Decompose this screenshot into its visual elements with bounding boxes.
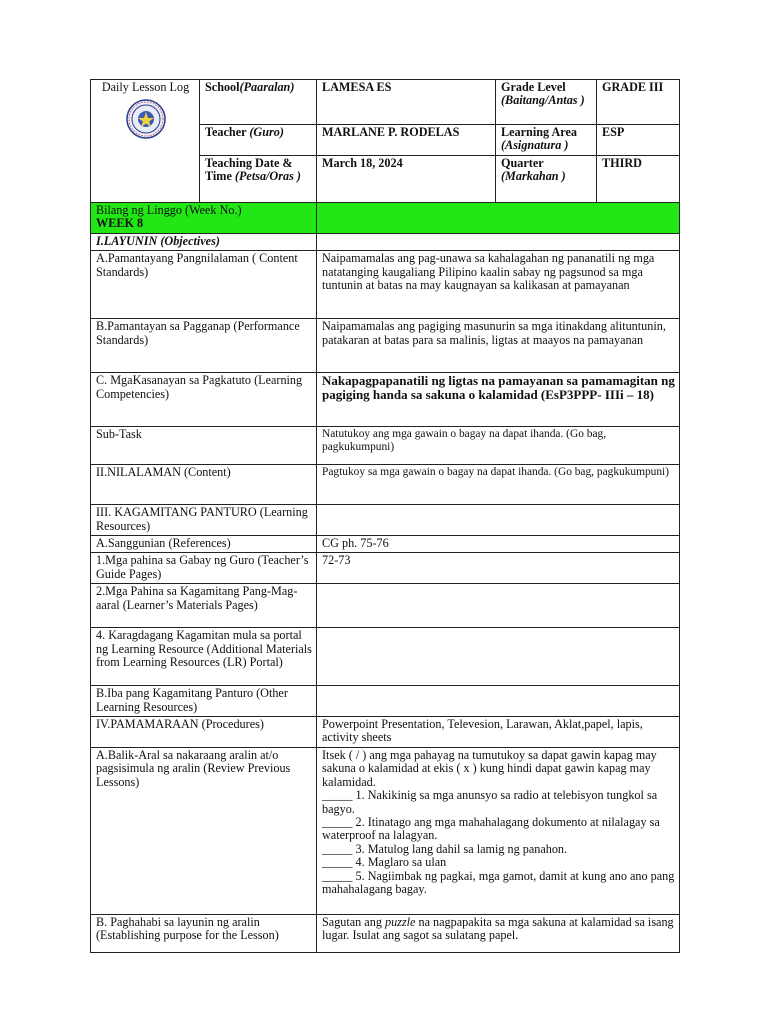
competencies-label: C. MgaKasanayan sa Pagkatuto (Learning Competencies) (91, 373, 317, 427)
deped-seal-icon (126, 99, 166, 139)
tg-pages-value: 72-73 (317, 553, 680, 584)
area-label-local: (Asignatura ) (501, 138, 569, 153)
procedures-label: IV.PAMAMARAAN (Procedures) (91, 717, 317, 748)
resources-row (91, 505, 680, 536)
resources-label: III. KAGAMITANG PANTURO (Learning Resources) (91, 505, 317, 536)
week-cell (91, 203, 317, 234)
performance-standards-row (91, 319, 680, 373)
date-label-local: (Petsa/Oras ) (234, 169, 301, 184)
teacher-label-cell (200, 125, 317, 156)
area-label-cell (496, 125, 597, 156)
subtask-row (91, 427, 680, 465)
performance-standards-label: B.Pamantayan sa Pagganap (Performance Standards) (91, 319, 317, 373)
review-item: _____ 1. Nakikinig sa mga anunsyo sa radio at telebisyon tungkol sa bagyo. (322, 788, 658, 816)
daily-lesson-log-table (90, 79, 680, 953)
lr-portal-label: 4. Karagdagang Kagamitan mula sa portal ng Learning Resource (Additional Materials from Learning Resources (LR) Portal) (91, 628, 317, 686)
week-row (91, 203, 680, 234)
grade-label-local: (Baitang/Antas ) (501, 93, 585, 108)
dll-title: Daily Lesson Log (101, 80, 190, 94)
week-empty-cell (317, 203, 680, 234)
grade-label: Grade Level (501, 80, 566, 94)
dll-title-cell (91, 80, 200, 203)
header-row-school (91, 80, 680, 125)
content-standards-row (91, 251, 680, 319)
date-label-cell (200, 156, 317, 203)
purpose-text-em: puzzle (384, 914, 416, 929)
school-label-local: (Paaralan) (239, 80, 295, 94)
content-standards-label: A.Pamantayang Pangnilalaman ( Content Standards) (91, 251, 317, 319)
references-label: A.Sanggunian (References) (91, 536, 317, 553)
references-row (91, 536, 680, 553)
quarter-value: THIRD (597, 156, 680, 203)
school-value: LAMESA ES (317, 80, 496, 125)
resources-value-empty (317, 505, 680, 536)
teacher-label: Teacher (205, 125, 250, 139)
content-label: II.NILALAMAN (Content) (91, 465, 317, 505)
school-label-cell (200, 80, 317, 125)
references-value: CG ph. 75-76 (317, 536, 680, 553)
quarter-label-cell (496, 156, 597, 203)
lm-pages-value (317, 584, 680, 628)
quarter-label: Quarter (501, 156, 544, 170)
procedures-row (91, 717, 680, 748)
procedures-value: Powerpoint Presentation, Televesion, Larawan, Aklat,papel, lapis, activity sheets (317, 717, 680, 748)
school-label: School (205, 80, 240, 94)
other-resources-label: B.Iba pang Kagamitang Panturo (Other Learning Resources) (91, 686, 317, 717)
subtask-label: Sub-Task (91, 427, 317, 465)
review-item: _____ 2. Itinatago ang mga mahahalagang dokumento at nilalagay sa waterproof na lalagyan. (322, 814, 660, 843)
grade-value: GRADE III (597, 80, 680, 125)
subtask-value: Natutukoy ang mga gawain o bagay na dapat ihanda. (Go bag, pagkukumpuni) (317, 427, 680, 465)
area-label: Learning Area (501, 125, 577, 139)
content-row (91, 465, 680, 505)
other-resources-value (317, 686, 680, 717)
area-value: ESP (597, 125, 680, 156)
grade-label-cell (496, 80, 597, 125)
tg-pages-row (91, 553, 680, 584)
week-label: Bilang ng Linggo (Week No.) (96, 203, 242, 217)
objectives-heading-empty (317, 233, 680, 250)
performance-standards-value: Naipamamalas ang pagiging masunurin sa mga itinakdang alituntunin, patakaran at batas para sa malinis, ligtas at maayos na pamayanan (317, 319, 680, 373)
lr-portal-row (91, 628, 680, 686)
lr-portal-value (317, 628, 680, 686)
tg-pages-label: 1.Mga pahina sa Gabay ng Guro (Teacher’s Guide Pages) (91, 553, 317, 584)
competencies-row (91, 373, 680, 427)
purpose-text-post: na nagpapakita sa mga sakuna at kalamidad sa isang lugar. Isulat ang sagot sa sulatang papel. (322, 914, 674, 943)
objectives-heading-row (91, 233, 680, 250)
content-value: Pagtukoy sa mga gawain o bagay na dapat ihanda. (Go bag, pagkukumpuni) (317, 465, 680, 505)
purpose-row (91, 914, 680, 952)
quarter-label-local: (Markahan ) (501, 169, 566, 184)
content-standards-value: Naipamamalas ang pag-unawa sa kahalagahan ng pananatili ng mga natatanging kaugaliang Pilipino kaalin sabay ng pagsunod sa mga tuntunin at batas na may kaugnayan sa kalikasan at pamayanan (317, 251, 680, 319)
week-value: WEEK 8 (96, 216, 144, 231)
purpose-text-pre: Sagutan ang (322, 914, 385, 929)
teacher-label-local: (Guro) (249, 125, 284, 139)
teacher-value: MARLANE P. RODELAS (317, 125, 496, 156)
other-resources-row (91, 686, 680, 717)
review-row (91, 747, 680, 914)
purpose-value (317, 914, 680, 952)
competencies-value: Nakapagpapanatili ng ligtas na pamayanan sa pamamagitan ng pagiging handa sa sakuna o kalamidad (EsP3PPP- IIIi – 18) (317, 373, 680, 427)
date-value: March 18, 2024 (317, 156, 496, 203)
lm-pages-row (91, 584, 680, 628)
review-label: A.Balik-Aral sa nakaraang aralin at/o pagsisimula ng aralin (Review Previous Lessons) (91, 747, 317, 914)
purpose-label: B. Paghahabi sa layunin ng aralin (Establishing purpose for the Lesson) (91, 914, 317, 952)
review-item: _____ 5. Nagiimbak ng pagkai, mga gamot, damit at kung ano ano pang mahahalagang bagay. (322, 868, 675, 896)
review-item: _____ 3. Matulog lang dahil sa lamig ng panahon. (322, 841, 568, 856)
date-label: Teaching Date & Time (205, 156, 293, 184)
review-intro: Itsek ( / ) ang mga pahayag na tumutukoy sa dapat gawin kapag may sakuna o kalamidad at ekis ( x ) kung hindi dapat gawin kapag may kalamidad. (322, 747, 657, 789)
objectives-heading: I.LAYUNIN (Objectives) (91, 233, 317, 250)
review-cell (317, 747, 680, 914)
lm-pages-label: 2.Mga Pahina sa Kagamitang Pang-Mag-aaral (Learner’s Materials Pages) (91, 584, 317, 628)
review-item: _____ 4. Maglaro sa ulan (322, 855, 447, 870)
